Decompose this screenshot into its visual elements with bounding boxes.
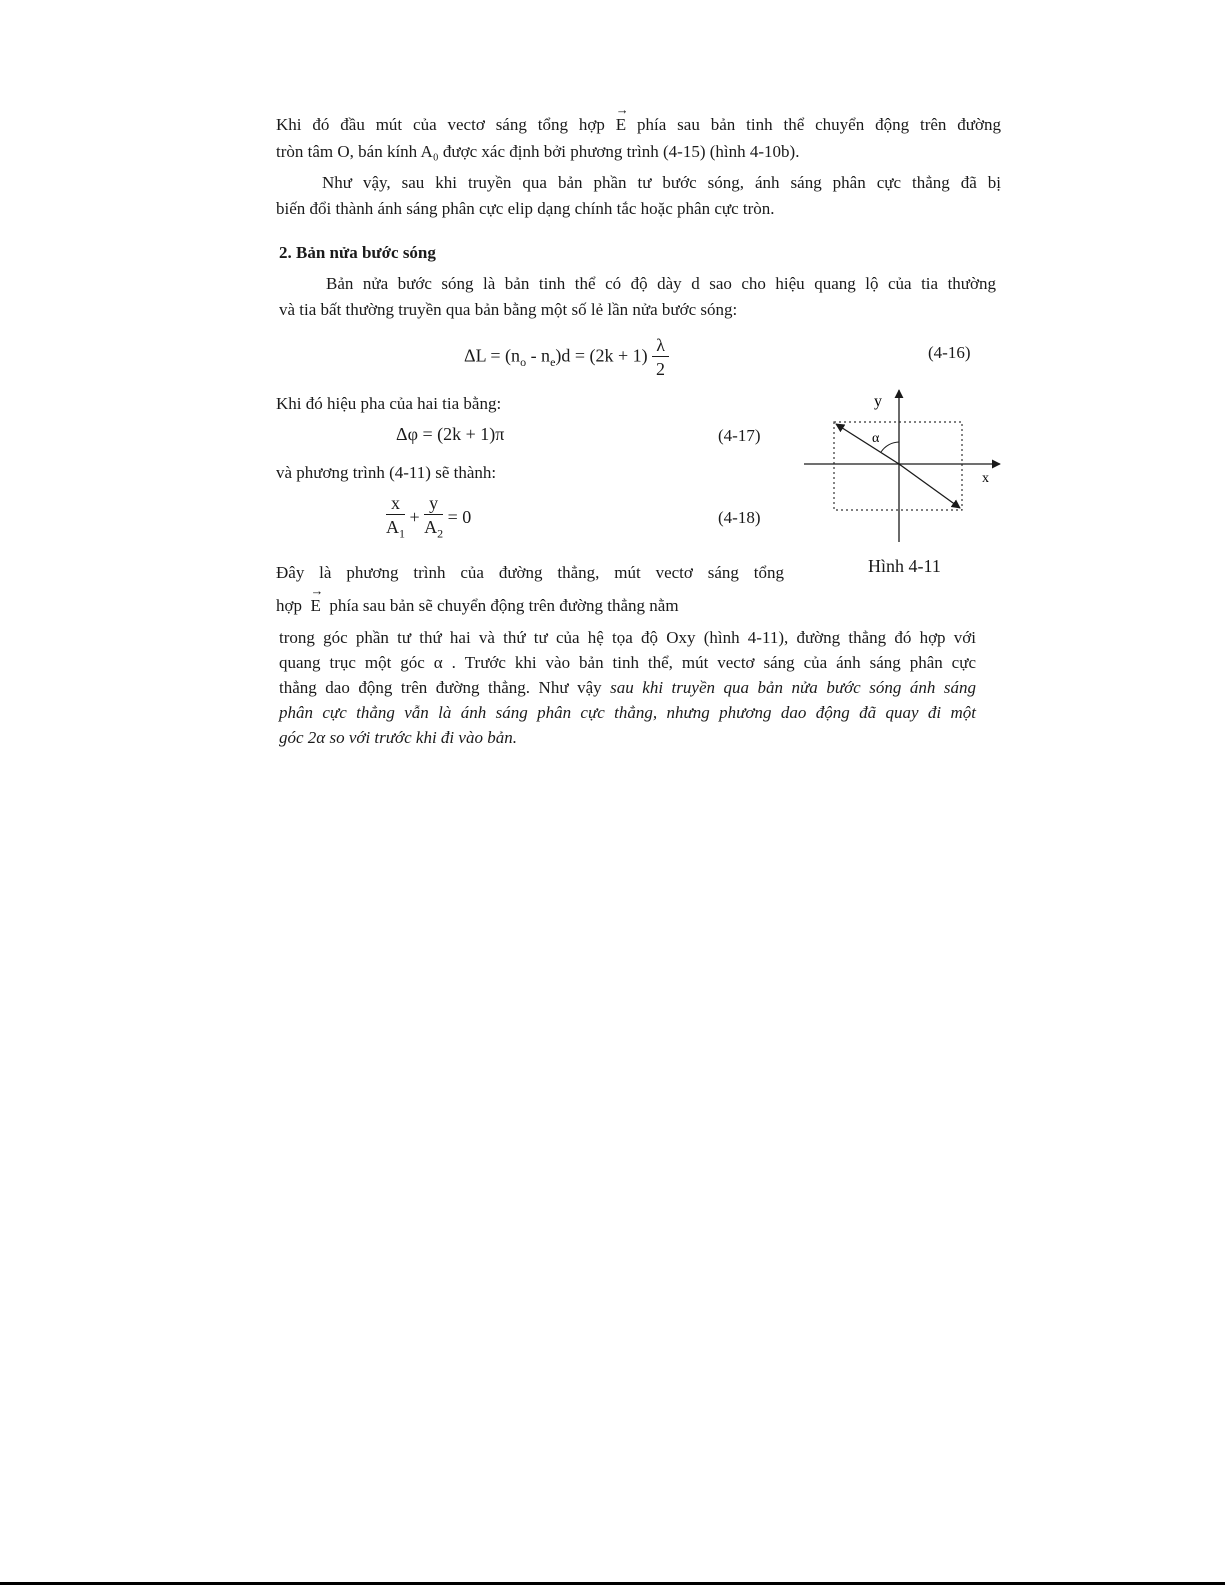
equation-4-17: Δφ = (2k + 1)π [396,424,505,444]
angle-arc [881,442,899,452]
axis-y-label: y [874,393,882,410]
vector-e-symbol: → E [311,595,321,617]
section-heading: 2. Bản nửa bước sóng [279,243,436,262]
frac-num: λ [652,334,669,357]
eq-part: ΔL = (n [464,345,521,366]
text-span: hợp [276,596,302,615]
paragraph3-line1: Đây là phương trình của đường thẳng, mút vectơ sáng tổng [276,563,784,582]
den-letter: A [424,517,438,537]
equation-4-17-label: (4-17) [718,426,761,445]
den-sub: 2 [437,526,444,541]
paragraph1-line1 [276,114,1001,136]
paragraph2-line2: biến đổi thành ánh sáng phân cực elip dạng chính tắc hoặc phân cực tròn. [276,199,775,218]
plus-sign: + [409,506,420,527]
paragraph3-line6: phân cực thẳng vẫn là ánh sáng phân cực thẳng, nhưng phương dao động đã quay đi một [279,703,976,722]
paragraph3-line2 [276,595,679,617]
paragraph3-line7: góc 2α so với trước khi đi vào bản. [279,728,517,747]
lambda-over-two [652,334,669,381]
polarization-line [899,464,960,508]
equation-4-16-label: (4-16) [928,343,971,362]
eq-part: )d = (2k + 1) [555,345,648,366]
axis-x-label: x [982,471,989,486]
frac-num: x [386,492,405,515]
equation-4-18-label: (4-18) [718,508,761,527]
frac-num: y [424,492,443,515]
frac-den: 2 [656,359,666,379]
paragraph2-line1: Như vậy, sau khi truyền qua bản phần tư bước sóng, ánh sáng phân cực thẳng đã bị [322,173,1001,192]
text-span: phía sau bản sẽ chuyển động trên đường thẳng nằm [329,596,679,615]
figure-caption: Hình 4-11 [868,556,941,576]
section-intro-line2: và tia bất thường truyền qua bản bằng một số lẻ lần nửa bước sóng: [279,300,738,319]
equation-4-18 [386,492,471,546]
frac-den [424,515,443,546]
vector-e-symbol: → E [616,114,626,136]
phase-intro: Khi đó hiệu pha của hai tia bằng: [276,394,502,413]
equation-4-16 [464,334,669,381]
section-intro-line1: Bản nửa bước sóng là bản tinh thể có độ dày d sao cho hiệu quang lộ của tia thường [326,274,996,293]
paragraph3-line4: quang trục một góc α . Trước khi vào bản tinh thể, mút vectơ sáng của ánh sáng phân cực [279,653,976,672]
text-span: phía sau bản tinh thể chuyển động trên đường [637,115,1002,134]
paragraph3-line5 [279,677,976,699]
den-sub: 1 [399,526,405,541]
paragraph1-line2: tròn tâm O, bán kính A₀ được xác định bởi phương trình (4-15) (hình 4-10b). [276,142,800,161]
italic-span: sau khi truyền qua bản nửa bước sóng ánh sáng [610,678,976,697]
angle-alpha-label: α [872,431,880,446]
den-letter: A [386,517,399,537]
eq-part: - n [526,345,551,366]
document-page [276,0,1011,780]
x-over-a1 [386,492,405,546]
text-span: thẳng dao động trên đường thẳng. Như vậy [279,678,611,697]
eq-rhs: = 0 [447,506,472,527]
eq-sub: o [520,355,527,370]
text-span: Khi đó đầu mút của vectơ sáng tổng hợp [276,115,605,134]
eq-sub: e [550,355,556,370]
frac-den [386,515,405,546]
eq411-intro: và phương trình (4-11) sẽ thành: [276,463,497,482]
paragraph3-line3: trong góc phần tư thứ hai và thứ tư của hệ tọa độ Oxy (hình 4-11), đường thẳng đó hợp với [279,628,976,647]
y-over-a2 [424,492,443,546]
